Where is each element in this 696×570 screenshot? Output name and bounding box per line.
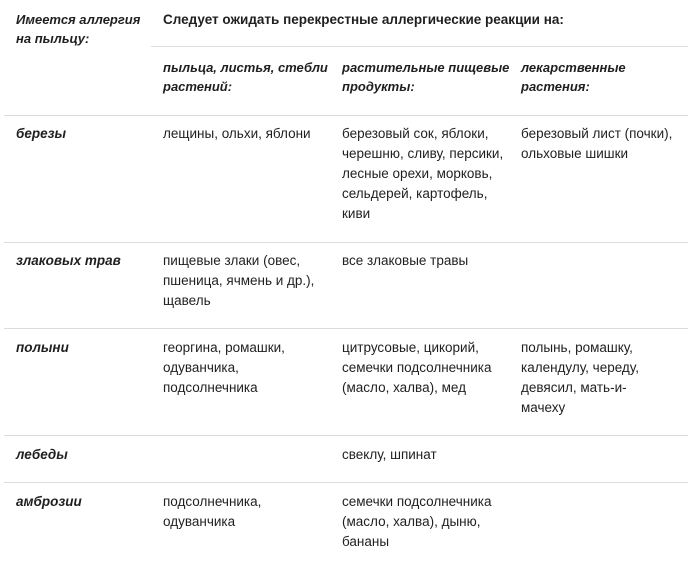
row-foods-birch: березовый сок, яблоки, черешню, сливу, персики, лесные орехи, морковь, сельдерей, картофель, киви: [342, 126, 504, 221]
row-divider: [4, 115, 688, 116]
row-plants-ragweed: подсолнечника, одуванчика: [163, 494, 262, 529]
header-divider: [151, 46, 688, 47]
row-divider: [4, 435, 688, 436]
row-pollen-wormwood: полыни: [16, 340, 69, 355]
column-header-foods: растительные пищевые продукты:: [342, 60, 510, 94]
header-expected-label: Следует ожидать перекрестные аллергические реакции на:: [163, 12, 564, 27]
row-medicinal-birch: березовый лист (почки), ольховые шишки: [521, 126, 673, 161]
row-pollen-orache: лебеды: [16, 447, 68, 462]
column-header-plants: пыльца, листья, стебли растений:: [163, 60, 328, 94]
row-pollen-birch: березы: [16, 126, 67, 141]
row-plants-grasses: пищевые злаки (овес, пшеница, ячмень и др.), щавель: [163, 253, 315, 308]
header-allergy-label: Имеется аллергия на пыльцу:: [16, 12, 141, 46]
allergy-cross-reaction-table: [4, 0, 690, 570]
row-plants-birch: лещины, ольхи, яблони: [163, 126, 311, 141]
row-divider: [4, 242, 688, 243]
row-pollen-ragweed: амброзии: [16, 494, 82, 509]
row-medicinal-wormwood: полынь, ромашку, календулу, череду, девясил, мать-и-мачеху: [521, 340, 639, 415]
row-plants-wormwood: георгина, ромашки, одуванчика, подсолнечника: [163, 340, 285, 395]
row-foods-ragweed: семечки подсолнечника (масло, халва), дыню, бананы: [342, 494, 492, 549]
row-foods-grasses: все злаковые травы: [342, 253, 469, 268]
row-foods-wormwood: цитрусовые, цикорий, семечки подсолнечника (масло, халва), мед: [342, 340, 492, 395]
row-pollen-grasses: злаковых трав: [16, 253, 121, 268]
column-header-medicinal: лекарственные растения:: [521, 60, 626, 94]
row-foods-orache: свеклу, шпинат: [342, 447, 437, 462]
row-divider: [4, 482, 688, 483]
row-divider: [4, 328, 688, 329]
